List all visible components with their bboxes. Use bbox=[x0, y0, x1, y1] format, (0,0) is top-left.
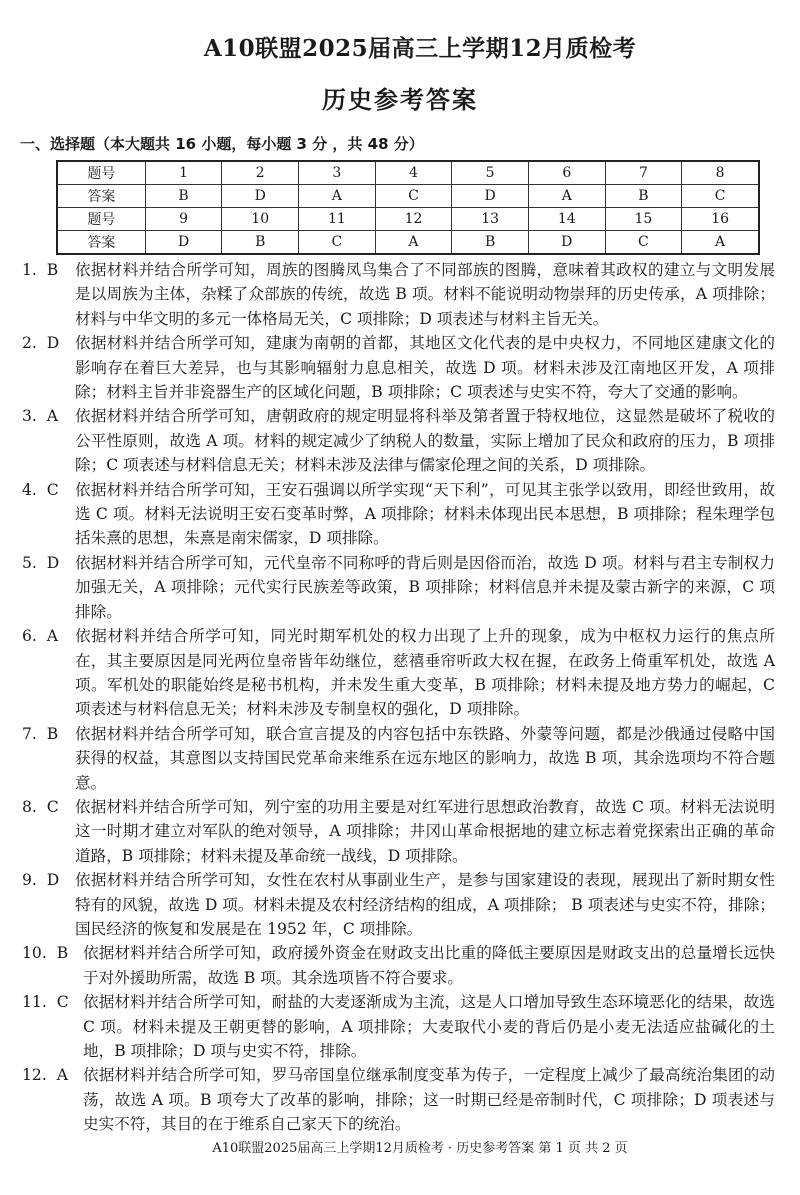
explanation-item bbox=[0, 990, 800, 1063]
answer-cell: C bbox=[375, 185, 452, 208]
answer-cell: D bbox=[222, 185, 299, 208]
explanations-list bbox=[0, 258, 800, 1137]
row-header: 题号 bbox=[57, 161, 145, 185]
answer-cell: C bbox=[682, 185, 759, 208]
answer-table-row bbox=[57, 161, 759, 185]
answer-table bbox=[56, 160, 760, 255]
explanation-item bbox=[0, 551, 800, 624]
answer-cell: C bbox=[605, 231, 682, 255]
question-answer-label: 2. D bbox=[22, 334, 60, 353]
explanation-item bbox=[0, 258, 800, 331]
answer-cell: D bbox=[528, 231, 605, 255]
explanation-text: 依据材料并结合所学可知，联合宣言提及的内容包括中东铁路、外蒙等问题，都是沙俄通过侵略中国获得的权益，其意图以支持国民党革命来维系在远东地区的影响力，故选 B 项，其余选项均不符合题意。 bbox=[75, 724, 775, 792]
row-header: 题号 bbox=[57, 208, 145, 231]
explanation-text: 依据材料并结合所学可知，周族的图腾凤鸟集合了不同部族的图腾，意味着其政权的建立与文明发展是以周族为主体，杂糅了众部族的传统，故选 B 项。材料不能说明动物崇拜的历史传承，A 项排除；材料与中华文明的多元一体格局无关，C 项排除；D 项表述与材料主旨无关。 bbox=[75, 261, 775, 328]
answer-cell: B bbox=[222, 231, 299, 255]
explanation-item bbox=[0, 331, 800, 404]
question-number-cell: 2 bbox=[222, 161, 299, 185]
question-number-cell: 11 bbox=[299, 208, 376, 231]
question-answer-label: 7. B bbox=[22, 724, 59, 743]
explanation-item bbox=[0, 868, 800, 941]
explanation-item bbox=[0, 1063, 800, 1136]
question-answer-label: 3. A bbox=[22, 407, 59, 426]
question-number-cell: 12 bbox=[375, 208, 452, 231]
answer-cell: C bbox=[299, 231, 376, 255]
explanation-item bbox=[0, 624, 800, 722]
question-number-cell: 6 bbox=[528, 161, 605, 185]
answer-table-row bbox=[57, 185, 759, 208]
answer-table-row bbox=[57, 208, 759, 231]
question-answer-label: 4. C bbox=[22, 480, 59, 499]
explanation-text: 依据材料并结合所学可知，耐盐的大麦逐渐成为主流，这是人口增加导致生态环境恶化的结果，故选 C 项。材料未提及王朝更替的影响，A 项排除；大麦取代小麦的背后仍是小麦无法适应盐碱化的土地，B 项排除；D 项与史实不符，排除。 bbox=[83, 993, 775, 1060]
explanation-item bbox=[0, 941, 800, 990]
document-subtitle: 历史参考答案 bbox=[322, 85, 478, 114]
answer-cell: A bbox=[375, 231, 452, 255]
explanation-item bbox=[0, 404, 800, 477]
answer-table-row bbox=[57, 231, 759, 255]
question-number-cell: 4 bbox=[375, 161, 452, 185]
question-answer-label: 11. C bbox=[22, 993, 69, 1012]
answer-cell: D bbox=[145, 231, 222, 255]
question-number-cell: 15 bbox=[605, 208, 682, 231]
section-heading: 一、选择题（本大题共 16 小题，每小题 3 分 ，共 48 分） bbox=[20, 135, 424, 153]
explanation-text: 依据材料并结合所学可知，建康为南朝的首都，其地区文化代表的是中央权力，不同地区建康文化的影响存在着巨大差异，也与其影响辐射力息息相关，故选 D 项。材料未涉及江南地区开发，A 项排除；材料主旨并非瓷器生产的区域化问题，B 项排除；C 项表述与史实不符，夸大了交通的影响。 bbox=[75, 334, 775, 402]
question-answer-label: 8. C bbox=[22, 797, 59, 816]
explanation-text: 依据材料并结合所学可知，王安石强调以所学实现“天下利”，可见其主张学以致用，即经世致用，故选 C 项。材料无法说明王安石变革时弊，A 项排除；材料未体现出民本思想，B 项排除；程朱理学包括朱熹的思想，朱熹是南宋儒家，D 项排除。 bbox=[75, 480, 775, 548]
answer-cell: A bbox=[299, 185, 376, 208]
question-number-cell: 16 bbox=[682, 208, 759, 231]
explanation-text: 依据材料并结合所学可知，政府援外资金在财政支出比重的降低主要原因是财政支出的总量增长远快于对外援助所需，故选 B 项。其余选项皆不符合要求。 bbox=[83, 944, 775, 987]
explanation-item bbox=[0, 722, 800, 795]
question-answer-label: 5. D bbox=[22, 553, 60, 572]
explanation-text: 依据材料并结合所学可知，女性在农村从事副业生产，是参与国家建设的表现，展现出了新时期女性特有的风貌，故选 D 项。材料未提及农村经济结构的组成，A 项排除； B 项表述与史实不符，排除；国民经济的恢复和发展是在 1952 年，C 项排除。 bbox=[75, 871, 775, 938]
question-number-cell: 14 bbox=[528, 208, 605, 231]
answer-cell: A bbox=[528, 185, 605, 208]
row-header: 答案 bbox=[57, 185, 145, 208]
question-answer-label: 10. B bbox=[22, 944, 69, 963]
question-answer-label: 6. A bbox=[22, 627, 59, 646]
explanation-text: 依据材料并结合所学可知，唐朝政府的规定明显将科举及第者置于特权地位，这显然是破坏了税收的公平性原则，故选 A 项。材料的规定减少了纳税人的数量，实际上增加了民众和政府的压力，B 项排除；C 项表述与材料信息无关；材料未涉及法律与儒家伦理之间的关系，D 项排除。 bbox=[75, 407, 775, 475]
row-header: 答案 bbox=[57, 231, 145, 255]
question-number-cell: 7 bbox=[605, 161, 682, 185]
explanation-text: 依据材料并结合所学可知，同光时期军机处的权力出现了上升的现象，成为中枢权力运行的焦点所在，其主要原因是同光两位皇帝皆年幼继位，慈禧垂帘听政大权在握，在政务上倚重军机处，故选 A 项。军机处的职能始终是秘书机构，并未发生重大变革，B 项排除；材料未提及地方势力的崛起，C 项表述与材料信息无关；材料未涉及专制皇权的强化，D 项排除。 bbox=[75, 627, 775, 719]
question-number-cell: 13 bbox=[452, 208, 529, 231]
question-number-cell: 3 bbox=[299, 161, 376, 185]
question-number-cell: 8 bbox=[682, 161, 759, 185]
page-footer: A10联盟2025届高三上学期12月质检考 · 历史参考答案 第 1 页 共 2 页 bbox=[212, 1141, 628, 1156]
answer-cell: B bbox=[452, 231, 529, 255]
explanation-text: 依据材料并结合所学可知，列宁室的功用主要是对红军进行思想政治教育，故选 C 项。材料无法说明这一时期才建立对军队的绝对领导，A 项排除；井冈山革命根据地的建立标志着党探索出正确的革命道路，B 项排除；材料未提及革命统一战线，D 项排除。 bbox=[75, 797, 775, 865]
question-answer-label: 1. B bbox=[22, 261, 59, 279]
question-number-cell: 5 bbox=[452, 161, 529, 185]
question-answer-label: 12. A bbox=[22, 1066, 68, 1085]
question-number-cell: 10 bbox=[222, 208, 299, 231]
explanation-item bbox=[0, 478, 800, 551]
answer-cell: B bbox=[145, 185, 222, 208]
question-number-cell: 9 bbox=[145, 208, 222, 231]
explanation-text: 依据材料并结合所学可知，元代皇帝不同称呼的背后则是因俗而治，故选 D 项。材料与君主专制权力加强无关，A 项排除；元代实行民族差等政策，B 项排除；材料信息并未提及蒙古新字的来源，C 项排除。 bbox=[75, 553, 775, 621]
document-title: A10联盟2025届高三上学期12月质检考 bbox=[203, 35, 637, 62]
explanation-item bbox=[0, 795, 800, 868]
question-number-cell: 1 bbox=[145, 161, 222, 185]
answer-cell: A bbox=[682, 231, 759, 255]
question-answer-label: 9. D bbox=[22, 871, 60, 890]
answer-cell: B bbox=[605, 185, 682, 208]
answer-cell: D bbox=[452, 185, 529, 208]
explanation-text: 依据材料并结合所学可知，罗马帝国皇位继承制度变革为传子，一定程度上减少了最高统治集团的动荡，故选 A 项。B 项夸大了改革的影响，排除；这一时期已经是帝制时代，C 项排除；D 项表述与史实不符，其目的在于维系自己家天下的统治。 bbox=[83, 1066, 775, 1134]
